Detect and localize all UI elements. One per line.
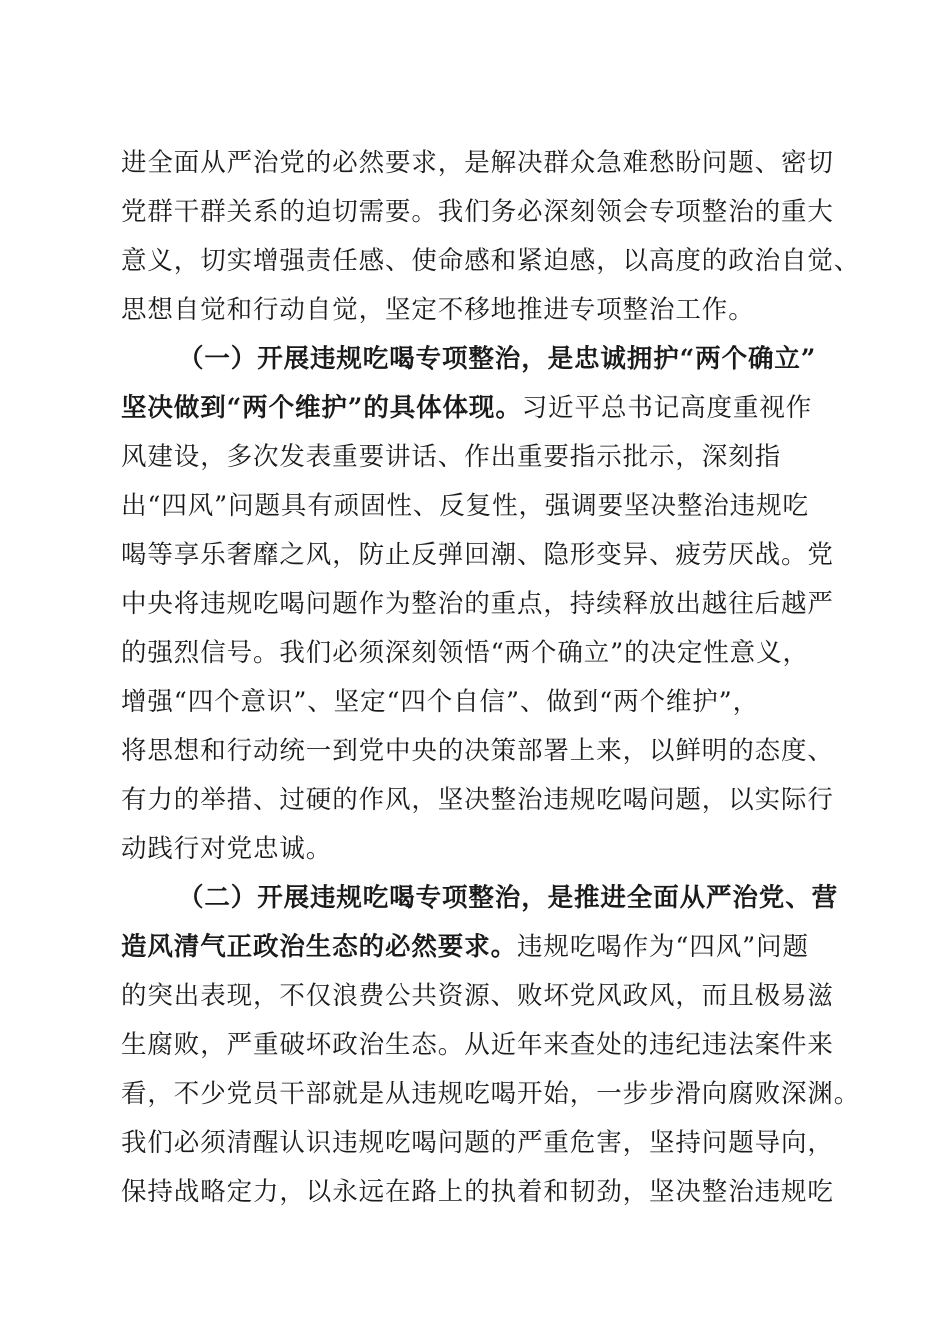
paragraph-line: 的强烈信号。我们必须深刻领悟“两个确立”的决定性意义， bbox=[121, 638, 809, 668]
paragraph-line: 将思想和行动统一到党中央的决策部署上来，以鲜明的态度、 bbox=[121, 736, 834, 766]
paragraph-line bbox=[121, 923, 831, 972]
paragraph-line: 我们必须清醒认识违规吃喝问题的严重危害，坚持问题导向， bbox=[121, 1128, 834, 1158]
paragraph-line: 中央将违规吃喝问题作为整治的重点，持续释放出越往后越严 bbox=[121, 589, 834, 619]
section-heading: （一）开展违规吃喝专项整治，是忠诚拥护“两个确立” bbox=[178, 344, 817, 374]
paragraph-line: 喝等享乐奢靡之风，防止反弹回潮、隐形变异、疲劳厌战。党 bbox=[121, 540, 834, 570]
section-heading-continued: 造风清气正政治生态的必然要求。 bbox=[121, 932, 518, 962]
paragraph-line: 进全面从严治党的必然要求，是解决群众急难愁盼问题、密切 bbox=[121, 148, 834, 178]
paragraph-line: 党群干群关系的迫切需要。我们务必深刻领会专项整治的重大 bbox=[121, 197, 834, 227]
section-heading-continued: 坚决做到“两个维护”的具体体现。 bbox=[121, 393, 522, 423]
paragraph-line: 生腐败，严重破坏政治生态。从近年来查处的违纪违法案件来 bbox=[121, 1030, 834, 1060]
section-heading: （二）开展违规吃喝专项整治，是推进全面从严治党、营 bbox=[178, 883, 839, 913]
paragraph-line: 的突出表现，不仅浪费公共资源、败坏党风政风，而且极易滋 bbox=[121, 981, 834, 1011]
document-body bbox=[121, 139, 861, 1217]
paragraph-line: 保持战略定力，以永远在路上的执着和韧劲，坚决整治违规吃 bbox=[121, 1177, 834, 1207]
paragraph-text: 违规吃喝作为“四风”问题 bbox=[517, 932, 809, 962]
paragraph-line: 有力的举措、过硬的作风，坚决整治违规吃喝问题，以实际行 bbox=[121, 785, 834, 815]
paragraph-line: 出“四风”问题具有顽固性、反复性，强调要坚决整治违规吃 bbox=[121, 491, 809, 521]
paragraph-line: 风建设，多次发表重要讲话、作出重要指示批示，深刻指 bbox=[121, 442, 782, 472]
paragraph-line: 思想自觉和行动自觉，坚定不移地推进专项整治工作。 bbox=[121, 295, 755, 325]
paragraph-line: 动践行对党忠诚。 bbox=[121, 834, 333, 864]
paragraph-text: 习近平总书记高度重视作 bbox=[521, 393, 813, 423]
paragraph-line: 意义，切实增强责任感、使命感和紧迫感，以高度的政治自觉、 bbox=[121, 246, 861, 276]
paragraph-line: 增强“四个意识”、坚定“四个自信”、做到“两个维护”， bbox=[121, 687, 760, 717]
paragraph-line bbox=[121, 384, 831, 433]
paragraph-line: 看，不少党员干部就是从违规吃喝开始，一步步滑向腐败深渊。 bbox=[121, 1079, 861, 1109]
